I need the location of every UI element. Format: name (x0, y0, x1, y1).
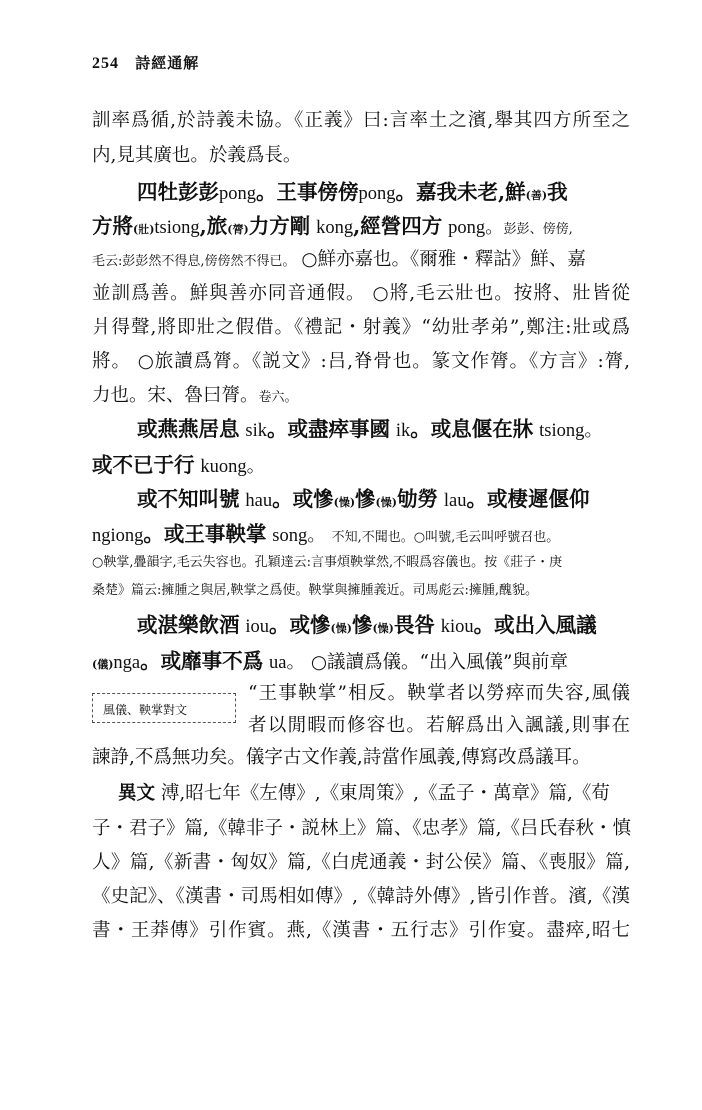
text-line (118, 779, 630, 805)
poem-line (92, 209, 630, 239)
rhyme-sound: kuong (200, 457, 247, 477)
gloss: (懆) (330, 622, 352, 635)
gloss: (善) (525, 189, 548, 202)
poem-line (92, 644, 630, 674)
poem-text: 或不已于行 (92, 453, 195, 477)
note-line: ○鞅掌,疊韻字,毛云失容也。孔穎達云:言事煩鞅掌然,不暇爲容儀也。按《莊子・庚 (92, 555, 563, 570)
rhyme-sound: pong (219, 184, 256, 204)
poem-text: 。或盡瘁事國 (266, 417, 390, 441)
rhyme-sound: tsiong (539, 421, 585, 441)
page-number: 254 (92, 55, 119, 72)
poem-line (137, 175, 630, 205)
rhyme-sound: tsiong (154, 218, 200, 238)
poem-text: 我 (547, 180, 568, 204)
poem-line (137, 608, 630, 638)
gloss: (壯) (133, 223, 155, 236)
poem-text: 。嘉我未老,鮮 (395, 180, 526, 204)
rhyme-sound: ik (395, 421, 411, 441)
poem-text: 劬勞 (396, 487, 438, 511)
text-line: 者以閒暇而修容也。若解爲出入諷議,則事在 (248, 715, 630, 736)
rhyme-sound: kiou (440, 617, 474, 637)
punct: 。 (584, 420, 603, 441)
note-line: 桑楚》篇云:擁腫之與居,鞅掌之爲使。鞅掌與擁腫義近。司馬彪云:擁腫,醜貌。 (92, 583, 539, 598)
rhyme-sound: kong (316, 218, 354, 238)
note-text: 彭彭、傍傍, (503, 222, 573, 237)
gloss: (膂) (227, 223, 249, 236)
commentary-text: 溥,昭七年《左傳》,《東周策》,《孟子・萬章》篇,《荀 (155, 783, 610, 804)
poem-line (137, 482, 630, 512)
poem-text: 。或出入風議 (473, 613, 597, 637)
rhyme-sound: sik (245, 421, 267, 441)
poem-text: 。或靡事不爲 (140, 649, 264, 673)
margin-note-label: 風儀、鞅掌對文 (103, 703, 188, 717)
poem-text: 。或棲遲偃仰 (466, 487, 590, 511)
poem-text: 慘 (351, 613, 373, 637)
poem-text: 或湛樂飲酒 (137, 613, 240, 637)
poem-text: 。或慘 (272, 487, 334, 511)
text-line: 内,見其廣也。於義爲長。 (92, 145, 302, 166)
punct: 。 (485, 217, 504, 238)
text-line: 訓率爲循,於詩義未協。《正義》曰:言率土之濱,舉其四方所至之 (92, 110, 630, 131)
text-line: 並訓爲善。鮮與善亦同音通假。 ○將,毛云壯也。按將、壯皆從 (92, 283, 630, 304)
note-line (92, 245, 630, 271)
poem-text: 力方剛 (248, 214, 311, 238)
gloss: (儀) (92, 658, 114, 671)
commentary-text: ○鮮亦嘉也。《爾雅・釋詁》鮮、嘉 (295, 249, 586, 270)
poem-text: ,旅 (199, 214, 228, 238)
note-text: 卷六。 (258, 390, 298, 405)
poem-text: 方將 (92, 214, 133, 238)
commentary-text: 。 ○議讀爲儀。“出入風儀”與前章 (286, 652, 568, 673)
rhyme-sound: ngiong (92, 526, 144, 546)
rhyme-sound: iou (245, 617, 270, 637)
poem-line (92, 517, 630, 547)
poem-text: 。或息偃在牀 (410, 417, 534, 441)
text-line: 子・君子》篇,《韓非子・説林上》篇、《忠孝》篇,《吕氏春秋・慎 (92, 818, 632, 839)
note-text: 毛云:彭彭然不得息,傍傍然不得已。 (92, 254, 296, 269)
gloss: (懆) (333, 496, 356, 509)
poem-text: 慘 (355, 487, 376, 511)
text-line (92, 381, 630, 407)
poem-text: 或不知叫號 (137, 487, 240, 511)
rhyme-sound: pong (448, 218, 486, 238)
margin-note-box (92, 693, 236, 723)
text-line: “王事鞅掌”相反。鞅掌者以勞瘁而失容,風儀 (248, 683, 630, 704)
commentary-text: 力也。宋、魯曰膂。 (92, 385, 259, 406)
text-line: 書・王莽傳》引作賓。燕,《漢書・五行志》引作宴。盡瘁,昭七 (92, 920, 630, 941)
gloss: (懆) (372, 622, 394, 635)
rhyme-sound: lau (443, 491, 467, 511)
rhyme-sound: hau (245, 491, 273, 511)
gloss: (懆) (375, 496, 397, 509)
punct: 。 (307, 525, 326, 546)
poem-text: 。或王事鞅掌 (143, 522, 267, 546)
rhyme-sound: ua (269, 653, 287, 673)
poem-text: 或燕燕居息 (137, 417, 240, 441)
note-text: 不知,不聞也。○叫號,毛云叫呼號召也。 (331, 530, 560, 545)
poem-line (92, 448, 630, 478)
poem-text: ,經營四方 (353, 214, 443, 238)
section-label: 異文 (118, 783, 156, 804)
running-header (92, 52, 199, 73)
text-line: 爿得聲,將即壯之假借。《禮記・射義》“幼壯孝弟”,鄭注:壯或爲 (92, 317, 630, 338)
text-line: 將。 ○旅讀爲膂。《説文》:吕,脊骨也。篆文作膂。《方言》:膂, (92, 351, 630, 372)
poem-text: 。王事傍傍 (256, 180, 359, 204)
poem-text: 畏咎 (393, 613, 435, 637)
poem-text: 四牡彭彭 (137, 180, 219, 204)
rhyme-sound: song (272, 526, 308, 546)
punct: 。 (246, 456, 266, 477)
poem-line (137, 412, 630, 442)
text-line: 《史記》、《漢書・司馬相如傳》,《韓詩外傳》,皆引作普。濱,《漢 (92, 886, 630, 907)
rhyme-sound: pong (358, 184, 396, 204)
book-title: 詩經通解 (135, 54, 200, 72)
text-line: 諫諍,不爲無功矣。儀字古文作義,詩當作風義,傳寫改爲議耳。 (92, 747, 591, 768)
rhyme-sound: nga (113, 653, 141, 673)
text-line: 人》篇,《新書・匈奴》篇,《白虎通義・封公侯》篇、《喪服》篇, (92, 852, 630, 873)
poem-text: 。或慘 (269, 613, 331, 637)
